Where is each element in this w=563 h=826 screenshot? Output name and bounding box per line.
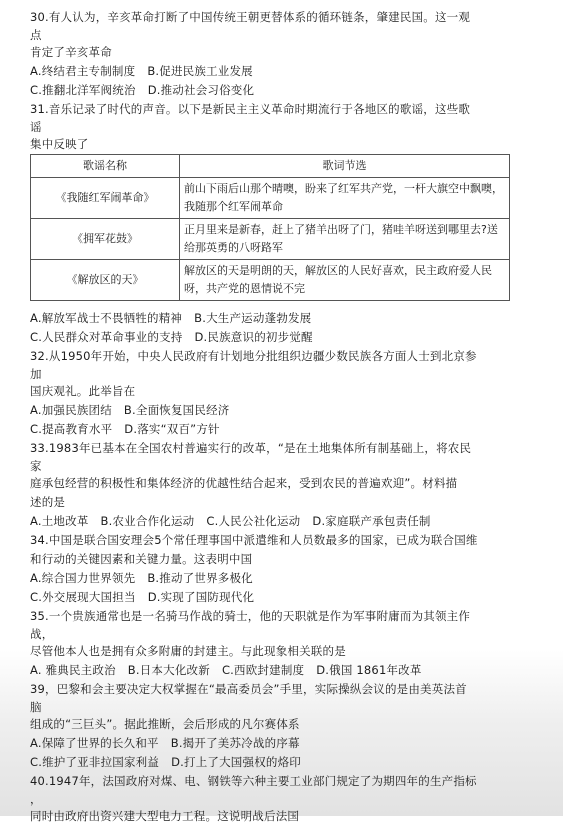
- lyric-cell: 前山下雨后山那个晴噢，盼来了红军共产党，一杆大旗空中飘噢，我随那个红军闹革命: [180, 178, 510, 219]
- q32-option-a: A.加强民族团结: [30, 403, 112, 417]
- question-list: [30, 8, 550, 826]
- q32-option-c: C.提高教育水平: [30, 422, 113, 436]
- q32-option-b: B.全面恢复国民经济: [123, 403, 230, 417]
- q30-option-d: D.推动社会习俗变化: [147, 83, 255, 97]
- q33-stem-line-3: 庭承包经营的积极性和集体经济的优越性结合起来，受到农民的普遍欢迎”。材料描: [30, 476, 458, 490]
- q34-option-d: D.实现了国防现代化: [147, 590, 255, 604]
- q30-stem-line-1: 30.有人认为，辛亥革命打断了中国传统王朝更替体系的循环链条，肇建民国。这一观: [30, 10, 471, 24]
- q39-option-a: A.保障了世界的长久和平: [30, 736, 159, 750]
- q31-option-a: A.解放军战士不畏牺牲的精神: [30, 311, 183, 325]
- q35-stem-line-1: 35.一个贵族通常也是一名骑马作战的骑士，他的天职就是作为军事附庸而为其领主作: [30, 609, 471, 623]
- q31-options-row-2: [30, 328, 550, 347]
- q33-stem-line-4: 述的是: [30, 495, 66, 509]
- q39-option-b: B.揭开了美苏冷战的序幕: [170, 736, 300, 750]
- q39-options-row-1: [30, 734, 550, 753]
- q34-option-c: C.外交展现大国担当: [30, 590, 136, 604]
- question-40: [30, 772, 550, 826]
- q32-stem-line-3: 国庆观礼。此举旨在: [30, 384, 136, 398]
- q31-stem-line-1: 31.音乐记录了时代的声音。以下是新民主主义革命时期流行于各地区的歌谣，这些歌: [30, 102, 471, 116]
- q35-options-row: [30, 661, 550, 680]
- q30-stem-line-3: 肯定了辛亥革命: [30, 45, 112, 59]
- q39-stem-line-2: 脑: [30, 700, 42, 714]
- q30-options-row-2: [30, 81, 550, 100]
- q32-options-row-2: [30, 420, 550, 439]
- q34-options-row-2: [30, 588, 550, 607]
- song-name-cell: 《拥军花鼓》: [31, 219, 180, 260]
- question-32: [30, 347, 550, 439]
- q40-stem-line-1: 40.1947年，法国政府对煤、电、钢铁等六种主要工业部门规定了为期四年的生产指标: [30, 774, 477, 788]
- q35-option-d: D.俄国 1861年改革: [316, 663, 422, 677]
- q34-stem-line-2: 和行动的关键因素和关键力量。这表明中国: [30, 552, 253, 566]
- header-song-name: 歌谣名称: [31, 155, 180, 178]
- q35-option-c: C.西欧封建制度: [221, 663, 305, 677]
- q30-option-c: C.推翻北洋军阀统治: [30, 83, 136, 97]
- lyric-cell: 正月里来是新春，赶上了猪羊出呀了门，猪哇羊呀送到哪里去?送给那英勇的八呀路军: [180, 219, 510, 260]
- q31-stem-line-3: 集中反映了: [30, 137, 89, 151]
- q32-options-row-1: [30, 401, 550, 420]
- q35-stem-line-3: 尽管他本人也是拥有众多附庸的封建主。与此现象相关联的是: [30, 644, 346, 658]
- q39-stem-line-1: 39，巴黎和会主要决定大权掌握在“最高委员会”手里，实际操纵会议的是由美英法首: [30, 682, 467, 696]
- table-row: [31, 178, 510, 219]
- q32-stem-line-1: 32.从1950年开始，中央人民政府有计划地分批组织边疆少数民族各方面人士到北京参: [30, 349, 477, 363]
- q31-options-row-1: [30, 309, 550, 328]
- q34-option-b: B.推动了世界多极化: [147, 571, 253, 585]
- song-lyrics-table: [30, 154, 510, 301]
- q33-options-row: [30, 512, 550, 531]
- q31-option-b: B.大生产运动蓬勃发展: [194, 311, 312, 325]
- question-34: [30, 531, 550, 607]
- question-35: [30, 607, 550, 680]
- table-row: [31, 219, 510, 260]
- table-row: [31, 260, 510, 301]
- q33-stem-line-1: 33.1983年已基本在全国农村普遍实行的改革，“是在土地集体所有制基础上，将农民: [30, 441, 472, 455]
- q40-stem-line-2: ，: [30, 792, 42, 806]
- q32-option-d: D.落实“双百”方针: [124, 422, 220, 436]
- q33-option-c: C.人民公社化运动: [206, 514, 301, 528]
- q31-option-c: C.人民群众对革命事业的支持: [30, 330, 183, 344]
- q30-option-a: A.终结君主专制制度: [30, 64, 136, 78]
- q33-option-b: B.农业合作化运动: [100, 514, 195, 528]
- song-name-cell: 《解放区的天》: [31, 260, 180, 301]
- q33-option-d: D.家庭联产承包责任制: [312, 514, 431, 528]
- q30-options-row-1: [30, 62, 550, 81]
- question-30: [30, 8, 550, 100]
- q34-stem-line-1: 34.中国是联合国安理会5个常任理事国中派遣维和人员数最多的国家，已成为联合国维: [30, 533, 478, 547]
- header-lyrics: 歌词节选: [180, 155, 510, 178]
- q40-stem-line-3: 同时由政府出资兴建大型电力工程。这说明战后法国: [30, 809, 300, 823]
- q33-stem-line-2: 家: [30, 459, 42, 473]
- q32-stem-line-2: 加: [30, 367, 42, 381]
- q33-option-a: A.土地改革: [30, 514, 89, 528]
- q30-stem-line-2: 点: [30, 28, 42, 42]
- question-39: [30, 680, 550, 772]
- q39-options-row-2: [30, 753, 550, 772]
- q35-option-b: B.日本大化改新: [127, 663, 210, 677]
- lyric-cell: 解放区的天是明朗的天，解放区的人民好喜欢，民主政府爱人民呀，共产党的恩情说不完: [180, 260, 510, 301]
- song-name-cell: 《我随红军闹革命》: [31, 178, 180, 219]
- table-header-row: [31, 155, 510, 178]
- q39-option-d: D.打上了大国强权的烙印: [171, 755, 302, 769]
- q39-option-c: C.维护了亚非拉国家利益: [30, 755, 160, 769]
- q30-option-b: B.促进民族工业发展: [147, 64, 253, 78]
- q31-option-d: D.民族意识的初步觉醒: [194, 330, 313, 344]
- question-31: [30, 100, 550, 347]
- q34-option-a: A.综合国力世界领先: [30, 571, 136, 585]
- q35-stem-line-2: 战，: [30, 627, 54, 641]
- q39-stem-line-3: 组成的“三巨头”。据此推断，会后形成的凡尔赛体系: [30, 717, 300, 731]
- q34-options-row-1: [30, 569, 550, 588]
- q31-stem-line-2: 谣: [30, 120, 42, 134]
- q35-option-a: A. 雅典民主政治: [30, 663, 116, 677]
- question-33: [30, 439, 550, 531]
